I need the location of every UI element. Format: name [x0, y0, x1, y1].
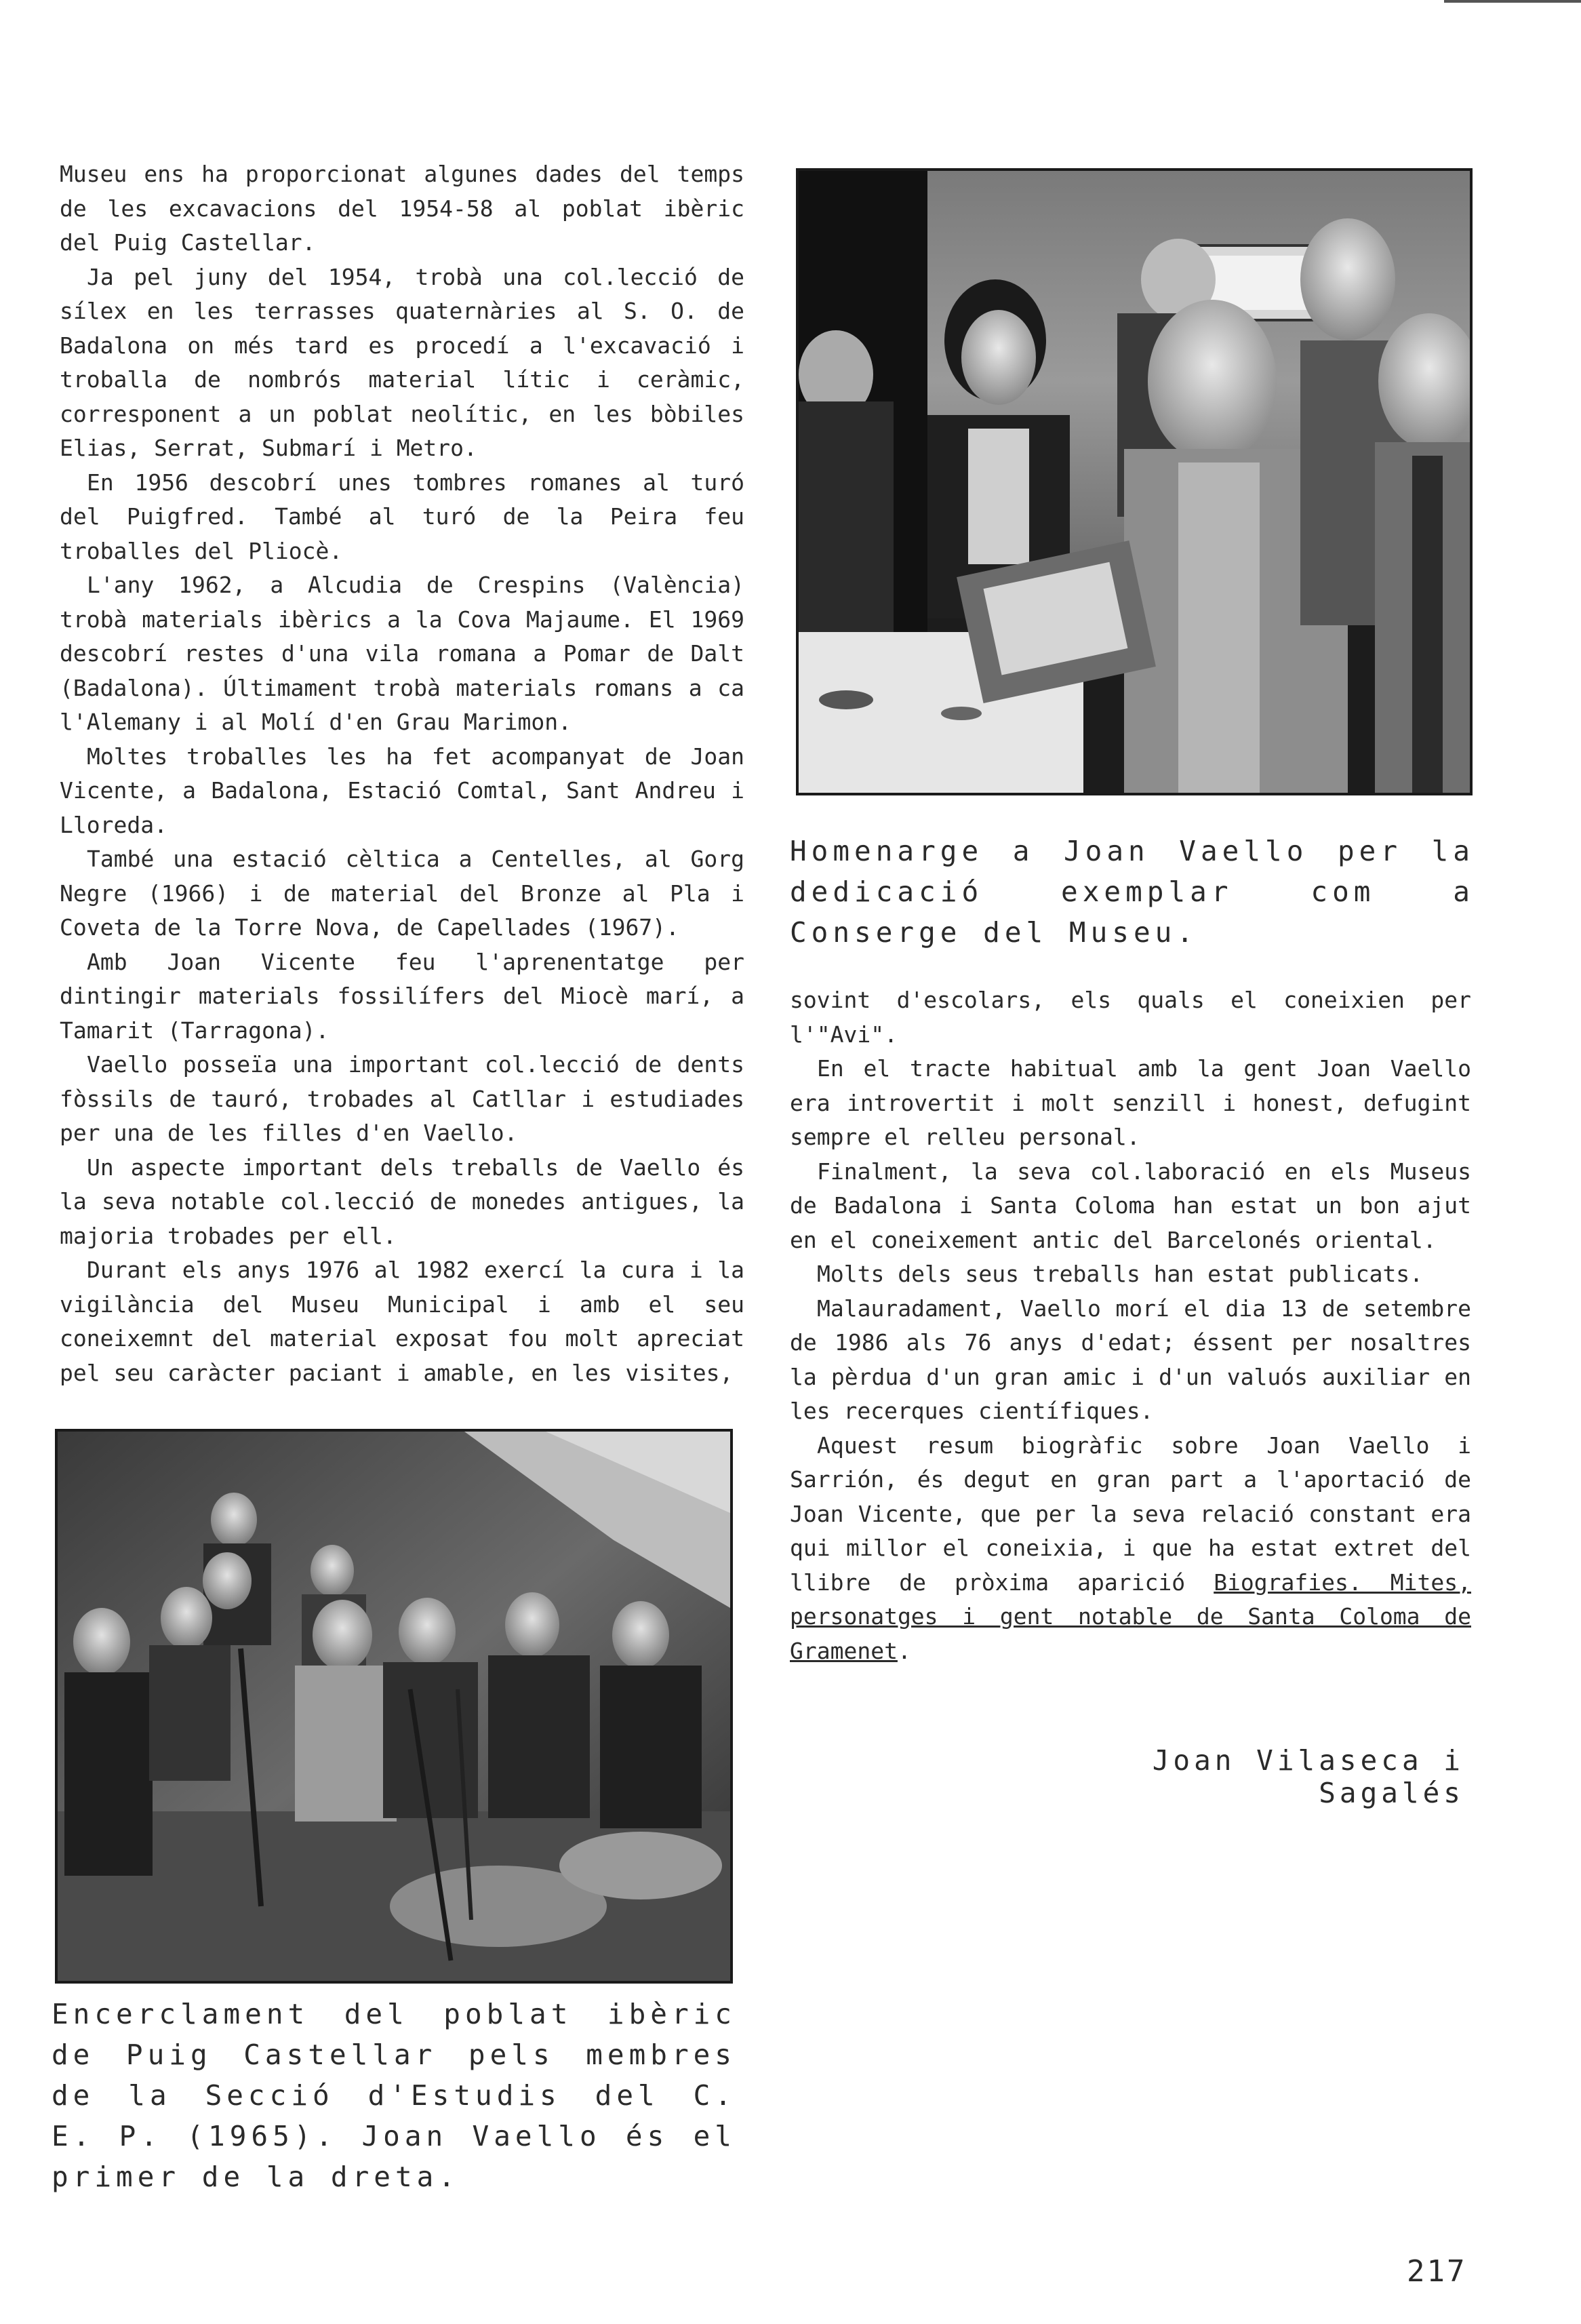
left-text-column	[60, 157, 744, 1390]
paragraph-text: Aquest resum biogràfic sobre Joan Vaello i Sarrión, és degut en gran part a l'aportació de Joan Vicente, que per la seva relació constant era qui millor el coneixia, i que ha estat extret del llibre de pròxima aparició	[790, 1432, 1471, 1596]
photo-homage-caption: Homenarge a Joan Vaello per la dedicació exemplar com a Conserge del Museu.	[790, 835, 1475, 949]
paragraph: En el tracte habitual amb la gent Joan Vaello era introvertit i molt senzill i honest, defugint sempre el relleu personal.	[790, 1055, 1471, 1150]
paragraph: Un aspecte important dels treballs de Vaello és la seva notable col.lecció de monedes antigues, la majoria trobades per ell.	[60, 1154, 744, 1249]
paragraph: També una estació cèltica a Centelles, al Gorg Negre (1966) i de material del Bronze al Pla i Coveta de la Torre Nova, de Capellades (1967).	[60, 846, 744, 941]
paragraph: sovint d'escolars, els quals el coneixien per l'"Avi".	[790, 987, 1471, 1048]
book-title: Biografies. Mites, personatges i gent notable de Santa Coloma de Gramenet	[790, 1569, 1471, 1664]
top-edge-rule	[1444, 0, 1581, 3]
paragraph: Finalment, la seva col.laboració en els Museus de Badalona i Santa Coloma han estat un bon ajut en el coneixement antic del Barcelonés oriental.	[790, 1158, 1471, 1253]
author-signature: Joan Vilaseca i Sagalés	[1152, 1744, 1464, 1809]
paragraph: Vaello posseïa una important col.lecció de dents fòssils de tauró, trobades al Catllar i estudiades per una de les filles d'en Vaello.	[60, 1051, 744, 1146]
paragraph: Museu ens ha proporcionat algunes dades del temps de les excavacions del 1954-58 al poblat ibèric del Puig Castellar.	[60, 161, 744, 256]
photo-excavation-caption: Encerclament del poblat ibèric de Puig Castellar pels membres de la Secció d'Estudis del C. E. P. (1965). Joan Vaello és el primer de la dreta.	[52, 1998, 736, 2193]
paragraph: Ja pel juny del 1954, trobà una col.lecció de sílex en les terrasses quaternàries al S. O. de Badalona on més tard es procedí a l'excavació i troballa de nombrós material lític i ceràmic, corresponent a un poblat neolític, en les bòbiles Elias, Serrat, Submarí i Metro.	[60, 263, 744, 461]
photo-homage-image	[799, 171, 1470, 793]
photo-excavation-image	[58, 1432, 730, 1981]
paragraph	[790, 1429, 1471, 1669]
photo-excavation	[55, 1429, 733, 1984]
paragraph: L'any 1962, a Alcudia de Crespins (València) trobà materials ibèrics a la Cova Majaume. El 1969 descobrí restes d'una vila romana a Pomar de Dalt (Badalona). Últimament trobà materials romans a ca l'Alemany i al Molí d'en Grau Marimon.	[60, 572, 744, 735]
paragraph: En 1956 descobrí unes tombres romanes al turó del Puigfred. També al turó de la Peira feu troballes del Pliocè.	[60, 469, 744, 564]
paragraph: Malauradament, Vaello morí el dia 13 de setembre de 1986 als 76 anys d'edat; éssent per nosaltres la pèrdua d'un gran amic i d'un valuós auxiliar en les recerques científiques.	[790, 1295, 1471, 1424]
right-text-column	[790, 983, 1471, 1668]
photo-homage	[796, 168, 1473, 795]
page-number: 217	[1407, 2254, 1467, 2289]
paragraph: Amb Joan Vicente feu l'aprenentatge per dintingir materials fossilífers del Miocè marí, a Tamarit (Tarragona).	[60, 948, 744, 1044]
paragraph: Moltes troballes les ha fet acompanyat de Joan Vicente, a Badalona, Estació Comtal, Sant Andreu i Lloreda.	[60, 743, 744, 838]
paragraph-end: .	[897, 1637, 911, 1664]
paragraph: Molts dels seus treballs han estat publicats.	[817, 1261, 1424, 1287]
paragraph: Durant els anys 1976 al 1982 exercí la cura i la vigilància del Museu Municipal i amb el seu coneixemnt del material exposat fou molt apreciat pel seu caràcter paciant i amable, en les visites,	[60, 1257, 744, 1386]
